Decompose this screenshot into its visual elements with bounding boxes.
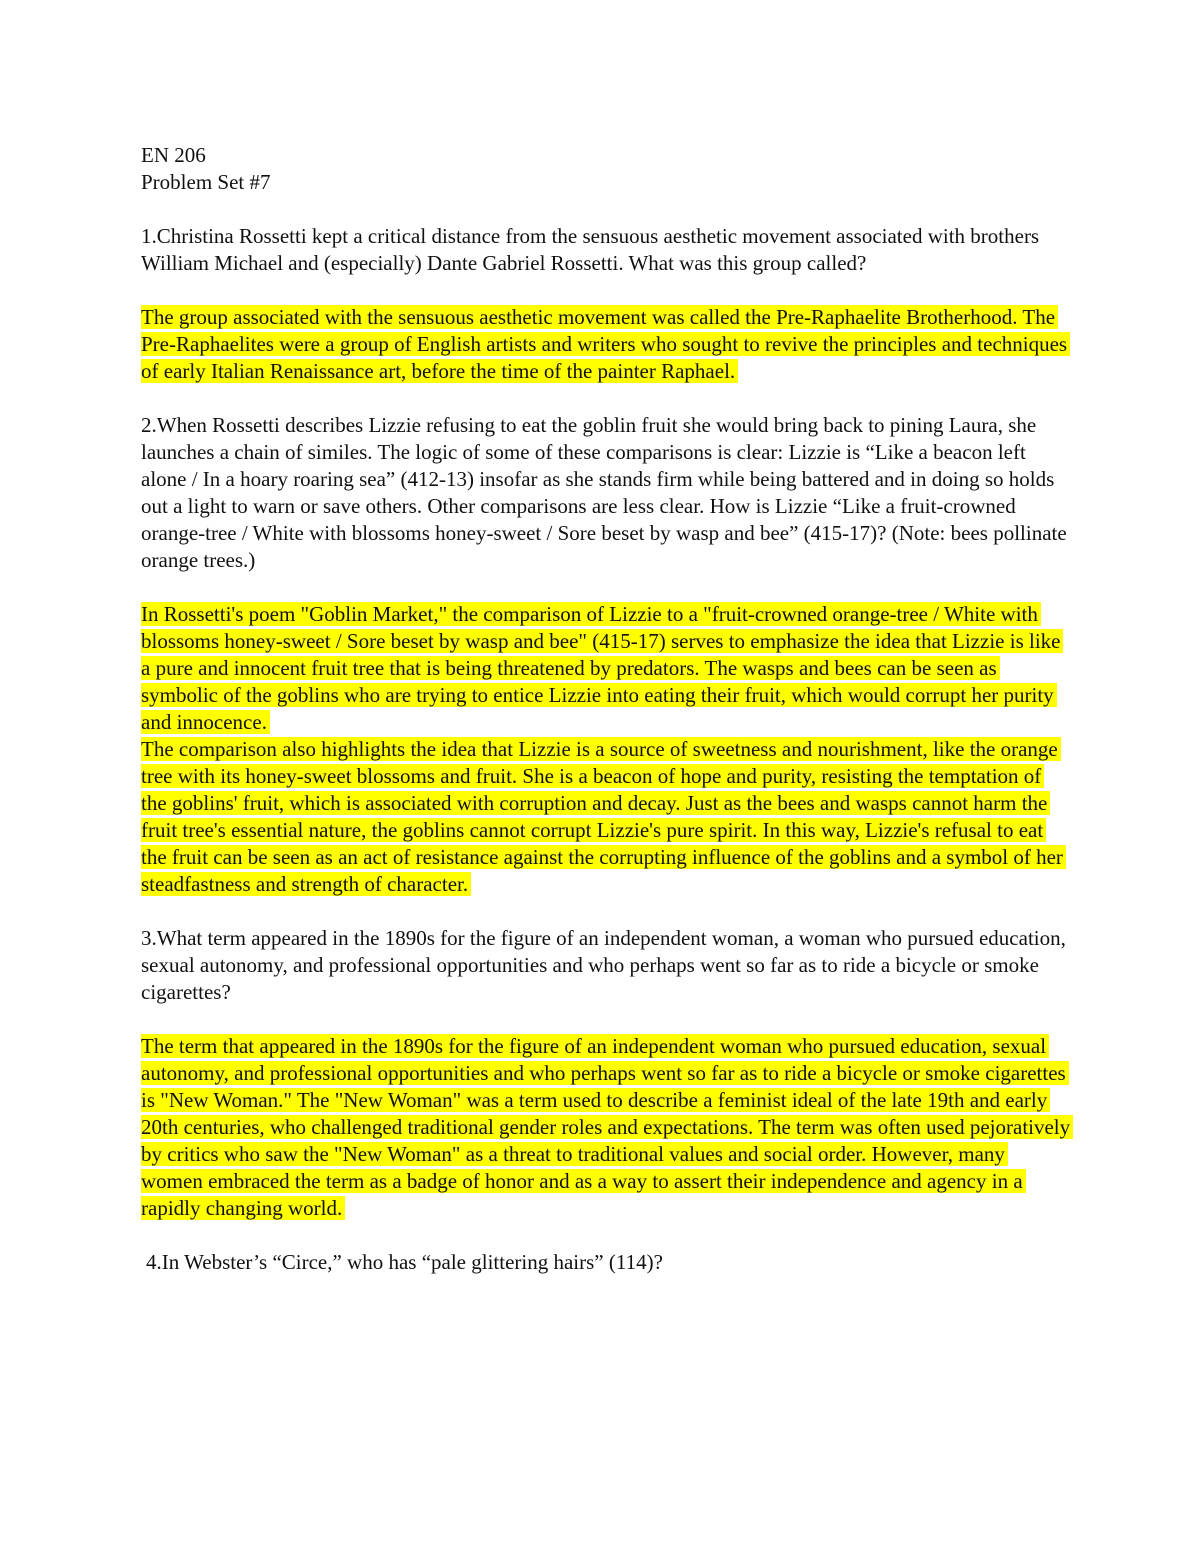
course-code: EN 206	[141, 143, 206, 167]
document-body	[141, 142, 1071, 1276]
answer-2-paragraph-1	[141, 601, 1071, 736]
question-3: 3.What term appeared in the 1890s for the figure of an independent woman, a woman who pursued education, sexual autonomy, and professional opportunities and who perhaps went so far as to ride a bicycle or smoke cigarettes?	[141, 926, 1066, 1004]
answer-2-highlight-2: The comparison also highlights the idea that Lizzie is a source of sweetness and nourishment, like the orange tree with its honey-sweet blossoms and fruit. She is a beacon of hope and purity, resisting the temptation of the goblins' fruit, which is associated with corruption and decay. Just as the bees and wasps cannot harm the fruit tree's essential nature, the goblins cannot corrupt Lizzie's pure spirit. In this way, Lizzie's refusal to eat the fruit can be seen as an act of resistance against the corrupting influence of the goblins and a symbol of her steadfastness and strength of character.	[141, 737, 1066, 896]
spacer	[141, 196, 1071, 223]
spacer	[141, 1006, 1071, 1033]
document-title: Problem Set #7	[141, 170, 271, 194]
answer-1	[141, 304, 1071, 385]
question-1: 1.Christina Rossetti kept a critical distance from the sensuous aesthetic movement associated with brothers William Michael and (especially) Dante Gabriel Rossetti. What was this group called?	[141, 224, 1040, 275]
spacer	[141, 385, 1071, 412]
question-4: 4.In Webster’s “Circe,” who has “pale glittering hairs” (114)?	[146, 1250, 663, 1274]
question-2: 2.When Rossetti describes Lizzie refusing to eat the goblin fruit she would bring back to pining Laura, she launches a chain of similes. The logic of some of these comparisons is clear: Lizzie is “Like a beacon left alone / In a hoary roaring sea” (412-13) insofar as she stands firm while being battered and in doing so holds out a light to warn or save others. Other comparisons are less clear. How is Lizzie “Like a fruit-crowned orange-tree / White with blossoms honey-sweet / Sore beset by wasp and bee” (415-17)? (Note: bees pollinate orange trees.)	[141, 413, 1067, 572]
answer-1-highlight: The group associated with the sensuous aesthetic movement was called the Pre-Raphaelite Brotherhood. The Pre-Raphaelites were a group of English artists and writers who sought to revive the principles and techniques of early Italian Renaissance art, before the time of the painter Raphael.	[141, 305, 1070, 383]
answer-2-highlight-1: In Rossetti's poem "Goblin Market," the comparison of Lizzie to a "fruit-crowned orange-tree / White with blossoms honey-sweet / Sore beset by wasp and bee" (415-17) serves to emphasize the idea that Lizzie is like a pure and innocent fruit tree that is being threatened by predators. The wasps and bees can be seen as symbolic of the goblins who are trying to entice Lizzie into eating their fruit, which would corrupt her purity and innocence.	[141, 602, 1063, 734]
spacer	[141, 574, 1071, 601]
spacer	[141, 1222, 1071, 1249]
answer-3-highlight: The term that appeared in the 1890s for the figure of an independent woman who pursued education, sexual autonomy, and professional opportunities and who perhaps went so far as to ride a bicycle or smoke cigarettes is "New Woman." The "New Woman" was a term used to describe a feminist ideal of the late 19th and early 20th centuries, who challenged traditional gender roles and expectations. The term was often used pejoratively by critics who saw the "New Woman" as a threat to traditional values and social order. However, many women embraced the term as a badge of honor and as a way to assert their independence and agency in a rapidly changing world.	[141, 1034, 1073, 1220]
spacer	[141, 277, 1071, 304]
spacer	[141, 898, 1071, 925]
answer-3	[141, 1033, 1071, 1222]
answer-2-paragraph-2	[141, 736, 1071, 898]
